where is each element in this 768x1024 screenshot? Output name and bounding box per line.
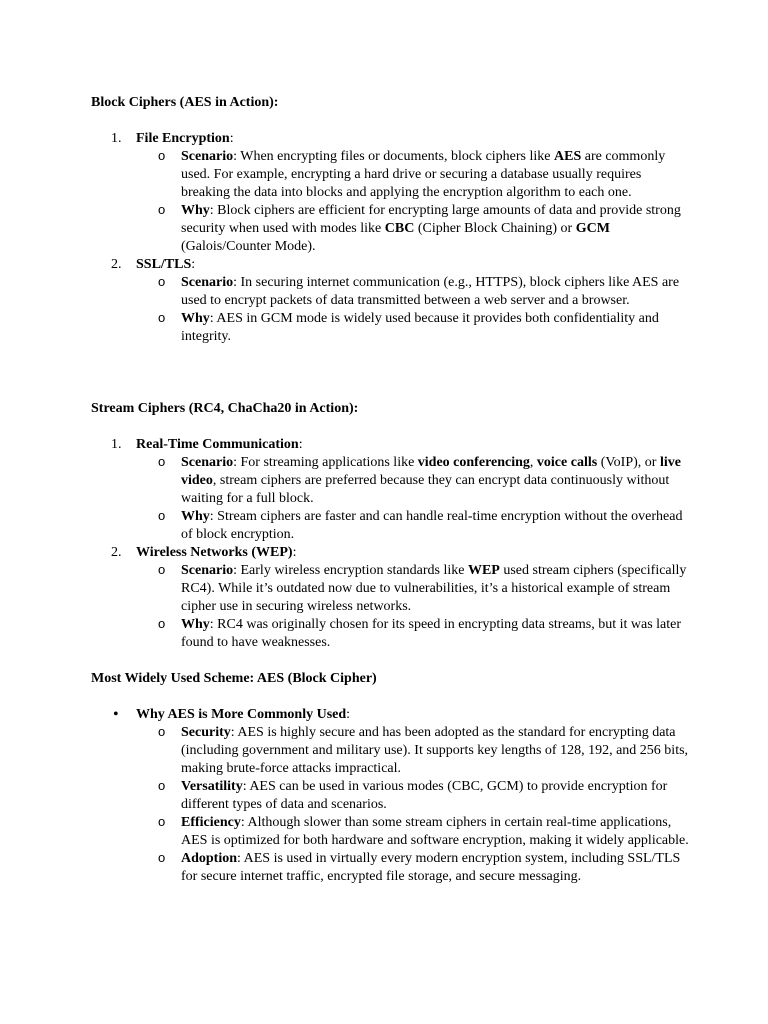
bold-text: Why bbox=[181, 203, 210, 218]
item-label-suffix: : bbox=[191, 257, 196, 272]
body-text: : Stream ciphers are faster and can handle real-time encryption without the overhead of block encryption. bbox=[181, 509, 683, 542]
sub-list bbox=[136, 562, 691, 652]
sub-list bbox=[136, 274, 691, 346]
body-text: (Galois/Counter Mode). bbox=[181, 239, 316, 254]
list-number: 1. bbox=[111, 131, 122, 146]
sub-list-item bbox=[136, 310, 691, 346]
bold-text: Scenario bbox=[181, 563, 234, 578]
sub-bullet-marker: o bbox=[158, 724, 166, 739]
block-ciphers-list bbox=[91, 130, 691, 346]
sub-list-item bbox=[136, 850, 691, 886]
list-item bbox=[91, 256, 691, 346]
body-text: : Early wireless encryption standards like bbox=[233, 563, 468, 578]
aes-reasons-list bbox=[91, 706, 691, 886]
list-number: 2. bbox=[111, 257, 122, 272]
item-label-suffix: : bbox=[346, 707, 351, 722]
sub-bullet-marker: o bbox=[158, 148, 166, 163]
list-number: 1. bbox=[111, 437, 122, 452]
body-text: , stream ciphers are preferred because they can encrypt data continuously without waiting for a full block. bbox=[181, 473, 670, 506]
sub-bullet-marker: o bbox=[158, 778, 166, 793]
body-text: : In securing internet communication (e.g., HTTPS), block ciphers like AES are used to encrypt packets of data transmitted between a web server and a browser. bbox=[181, 275, 680, 308]
sub-bullet-marker: o bbox=[158, 616, 166, 631]
list-item bbox=[91, 436, 691, 544]
body-text: : RC4 was originally chosen for its speed in encrypting data streams, but it was later found to have weaknesses. bbox=[181, 617, 682, 650]
body-text: used stream ciphers (specifically RC4). While it’s outdated now due to vulnerabilities, it’s a historical example of stream cipher use in securing wireless networks. bbox=[181, 563, 687, 614]
section-heading-block-ciphers: Block Ciphers (AES in Action): bbox=[91, 95, 279, 110]
body-text: : For streaming applications like bbox=[233, 455, 418, 470]
body-text: : AES in GCM mode is widely used because it provides both confidentiality and integrity. bbox=[181, 311, 659, 344]
sub-list-item bbox=[136, 202, 691, 256]
body-text: : When encrypting files or documents, block ciphers like bbox=[233, 149, 554, 164]
sub-list-item bbox=[136, 616, 691, 652]
item-label-suffix: : bbox=[292, 545, 297, 560]
sub-list-item bbox=[136, 454, 691, 508]
list-item bbox=[91, 706, 691, 886]
item-label: File Encryption bbox=[136, 131, 230, 146]
sub-bullet-marker: o bbox=[158, 274, 166, 289]
sub-bullet-marker: o bbox=[158, 562, 166, 577]
item-label: SSL/TLS bbox=[136, 257, 192, 272]
bold-text: Adoption bbox=[181, 851, 238, 866]
sub-list-item bbox=[136, 724, 691, 778]
stream-ciphers-list bbox=[91, 436, 691, 652]
bold-text: Why bbox=[181, 509, 210, 524]
bold-text: Why bbox=[181, 311, 210, 326]
item-label-suffix: : bbox=[229, 131, 234, 146]
bold-text: Scenario bbox=[181, 455, 234, 470]
bold-text: Efficiency bbox=[181, 815, 241, 830]
body-text: : Although slower than some stream ciphers in certain real-time applications, AES is optimized for both hardware and software encryption, making it widely applicable. bbox=[181, 815, 689, 848]
item-label: Real-Time Communication bbox=[136, 437, 299, 452]
section-heading-stream-ciphers: Stream Ciphers (RC4, ChaCha20 in Action): bbox=[91, 401, 359, 416]
bold-text: voice calls bbox=[536, 455, 598, 470]
sub-list-item bbox=[136, 778, 691, 814]
bullet-marker: • bbox=[113, 706, 119, 723]
body-text: : AES is highly secure and has been adopted as the standard for encrypting data (including government and military use). It supports key lengths of 128, 192, and 256 bits, making brute-force attacks impractical. bbox=[181, 725, 689, 776]
bold-text: video conferencing bbox=[417, 455, 530, 470]
body-text: , bbox=[529, 455, 537, 470]
list-item bbox=[91, 130, 691, 256]
bold-text: GCM bbox=[575, 221, 610, 236]
list-item bbox=[91, 544, 691, 652]
bold-text: WEP bbox=[467, 563, 500, 578]
sub-bullet-marker: o bbox=[158, 814, 166, 829]
list-number: 2. bbox=[111, 545, 122, 560]
bold-text: Scenario bbox=[181, 149, 234, 164]
sub-bullet-marker: o bbox=[158, 310, 166, 325]
sub-list bbox=[136, 454, 691, 544]
sub-bullet-marker: o bbox=[158, 850, 166, 865]
body-text: (VoIP), or bbox=[597, 455, 660, 470]
body-text: : AES is used in virtually every modern encryption system, including SSL/TLS for secure internet traffic, encrypted file storage, and secure messaging. bbox=[181, 851, 681, 884]
bold-text: Why bbox=[181, 617, 210, 632]
body-text: : AES can be used in various modes (CBC, GCM) to provide encryption for different types of data and scenarios. bbox=[181, 779, 668, 812]
sub-list bbox=[136, 724, 691, 886]
bold-text: Security bbox=[181, 725, 231, 740]
sub-list-item bbox=[136, 274, 691, 310]
sub-bullet-marker: o bbox=[158, 202, 166, 217]
section-heading-most-used-scheme: Most Widely Used Scheme: AES (Block Cipher) bbox=[91, 671, 377, 686]
body-text: are commonly used. For example, encrypting a hard drive or securing a database usually requires breaking the data into blocks and applying the encryption algorithm to each one. bbox=[181, 149, 666, 200]
item-label: Why AES is More Commonly Used bbox=[136, 707, 347, 722]
sub-list-item bbox=[136, 814, 691, 850]
sub-list-item bbox=[136, 508, 691, 544]
body-text: : Block ciphers are efficient for encrypting large amounts of data and provide strong security when used with modes like bbox=[181, 203, 681, 236]
bold-text: Scenario bbox=[181, 275, 234, 290]
bold-text: CBC bbox=[384, 221, 415, 236]
sub-list-item bbox=[136, 562, 691, 616]
body-text: (Cipher Block Chaining) or bbox=[414, 221, 576, 236]
bold-text: AES bbox=[554, 149, 582, 164]
bold-text: Versatility bbox=[181, 779, 243, 794]
sub-list-item bbox=[136, 148, 691, 202]
item-label-suffix: : bbox=[298, 437, 303, 452]
sub-bullet-marker: o bbox=[158, 454, 166, 469]
sub-bullet-marker: o bbox=[158, 508, 166, 523]
item-label: Wireless Networks (WEP) bbox=[136, 545, 293, 560]
bold-text: live video bbox=[181, 455, 681, 488]
sub-list bbox=[136, 148, 691, 256]
